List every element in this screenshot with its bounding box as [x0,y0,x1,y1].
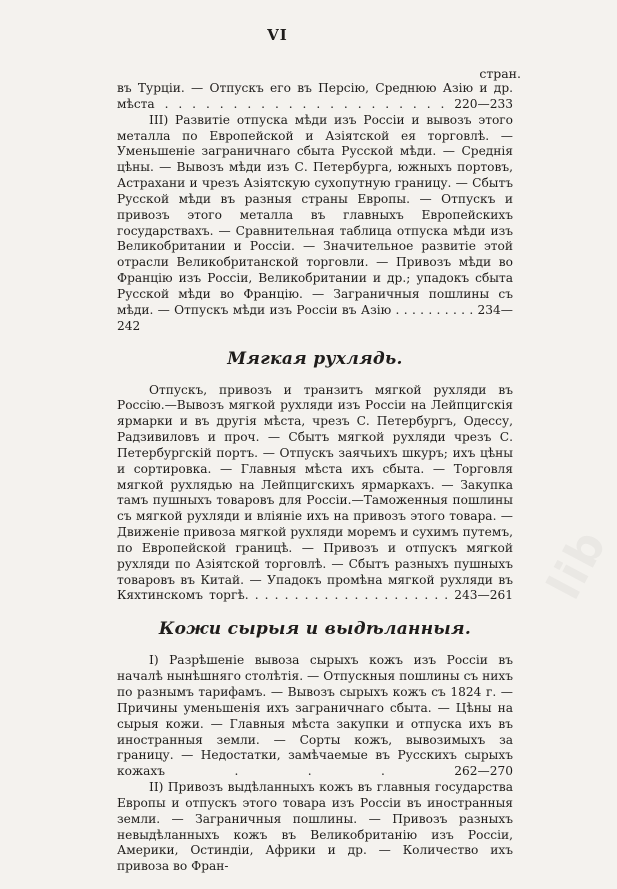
paragraph: II) Привозъ выдѣланныхъ кожъ въ главныя государства Европы и отпускъ этого товара изъ Россіи въ иностранныя земли. — Заграничныя пошлины. — Привозъ разныхъ невыдѣланныхъ кожъ въ Великобританію изъ Россіи, Америки, Остиндіи, Африки и др. — Количество ихъ привоза во Фран- [117,780,513,874]
page-folio: VI [267,26,288,44]
text-column [117,81,513,875]
paragraph: I) Разрѣшеніе вывоза сырыхъ кожъ изъ Россіи въ началѣ нынѣшняго столѣтія. — Отпускныя пошлины съ нихъ по разнымъ тарифамъ. — Вывозъ сырыхъ кожъ съ 1824 г. — Причины уменьшенія ихъ заграничнаго сбыта. — Цѣны на сырыя кожи. — Главныя мѣста закупки и отпуска ихъ въ иностранныя земли. — Сорты кожъ, вывозимыхъ за границу. — Недостатки, замѣчаемые въ Русскихъ сырыхъ кожахъ . . . 262—270 [117,653,513,779]
running-head: стран. [479,66,521,81]
paragraph: въ Турціи. — Отпускъ его въ Персію, Среднюю Азію и др. мѣста . . . . . . . . . . . . . . . . . . . . . 220—233 [117,81,513,111]
section-heading: Мягкая рухлядь. [227,348,403,369]
section-heading: Кожи сырыя и выдѣланныя. [158,619,472,640]
paragraph: III) Развитіе отпуска мѣди изъ Россіи и вывозъ этого металла по Европейской и Азіятской ея торговлѣ. — Уменьшеніе заграничнаго сбыта Русской мѣди. — Среднія цѣны. — Вывозъ мѣди изъ С. Петербурга, южныхъ портовъ, Астрахани и чрезъ Азіятскую сухопутную границу. — Сбытъ Русской мѣди въ разныя страны Европы. — Отпускъ и привозъ этого металла въ главныхъ Европейскихъ государствахъ. — Сравнительная таблица отпуска мѣди изъ Великобритании и Россіи. — Значительное развитіе этой отрасли Великобританской торговли. — Привозъ мѣди во Францію изъ Россіи, Великобритании и др.; упадокъ сбыта Русской мѣди во Францію. — Заграничныя пошлины съ мѣди. — Отпускъ мѣди изъ Россіи въ Азію . . . . . . . . . . 234—242 [117,112,513,333]
paragraph: Отпускъ, привозъ и транзитъ мягкой рухляди въ Россію.—Вывозъ мягкой рухляди изъ Россіи на Лейпцигскія ярмарки и въ другія мѣста, чрезъ С. Петербургъ, Одессу, Радзивиловъ и проч. — Сбытъ мягкой рухляди чрезъ С. Петербургскій портъ. — Отпускъ заячьихъ шкуръ; ихъ цѣны и сортировка. — Главныя мѣста ихъ сбыта. — Торговля мягкой рухлядью на Лейпцигскихъ ярмаркахъ. — Закупка тамъ пушныхъ товаровъ для Россіи.—Таможенныя пошлины съ мягкой рухляди и вліяніе ихъ на привозъ этого товара. — Движеніе привоза мягкой рухляди моремъ и сухимъ путемъ, по Европейской границѣ. — Привозъ и отпускъ мягкой рухляди по Азіятской торговлѣ. — Сбытъ разныхъ пушныхъ товаровъ въ Китай. — Упадокъ промѣна мягкой рухляди въ Кяхтинскомъ торгѣ. . . . . . . . . . . . . . . . . . . . . 243—261 [117,382,513,603]
watermark: lib [535,520,617,608]
